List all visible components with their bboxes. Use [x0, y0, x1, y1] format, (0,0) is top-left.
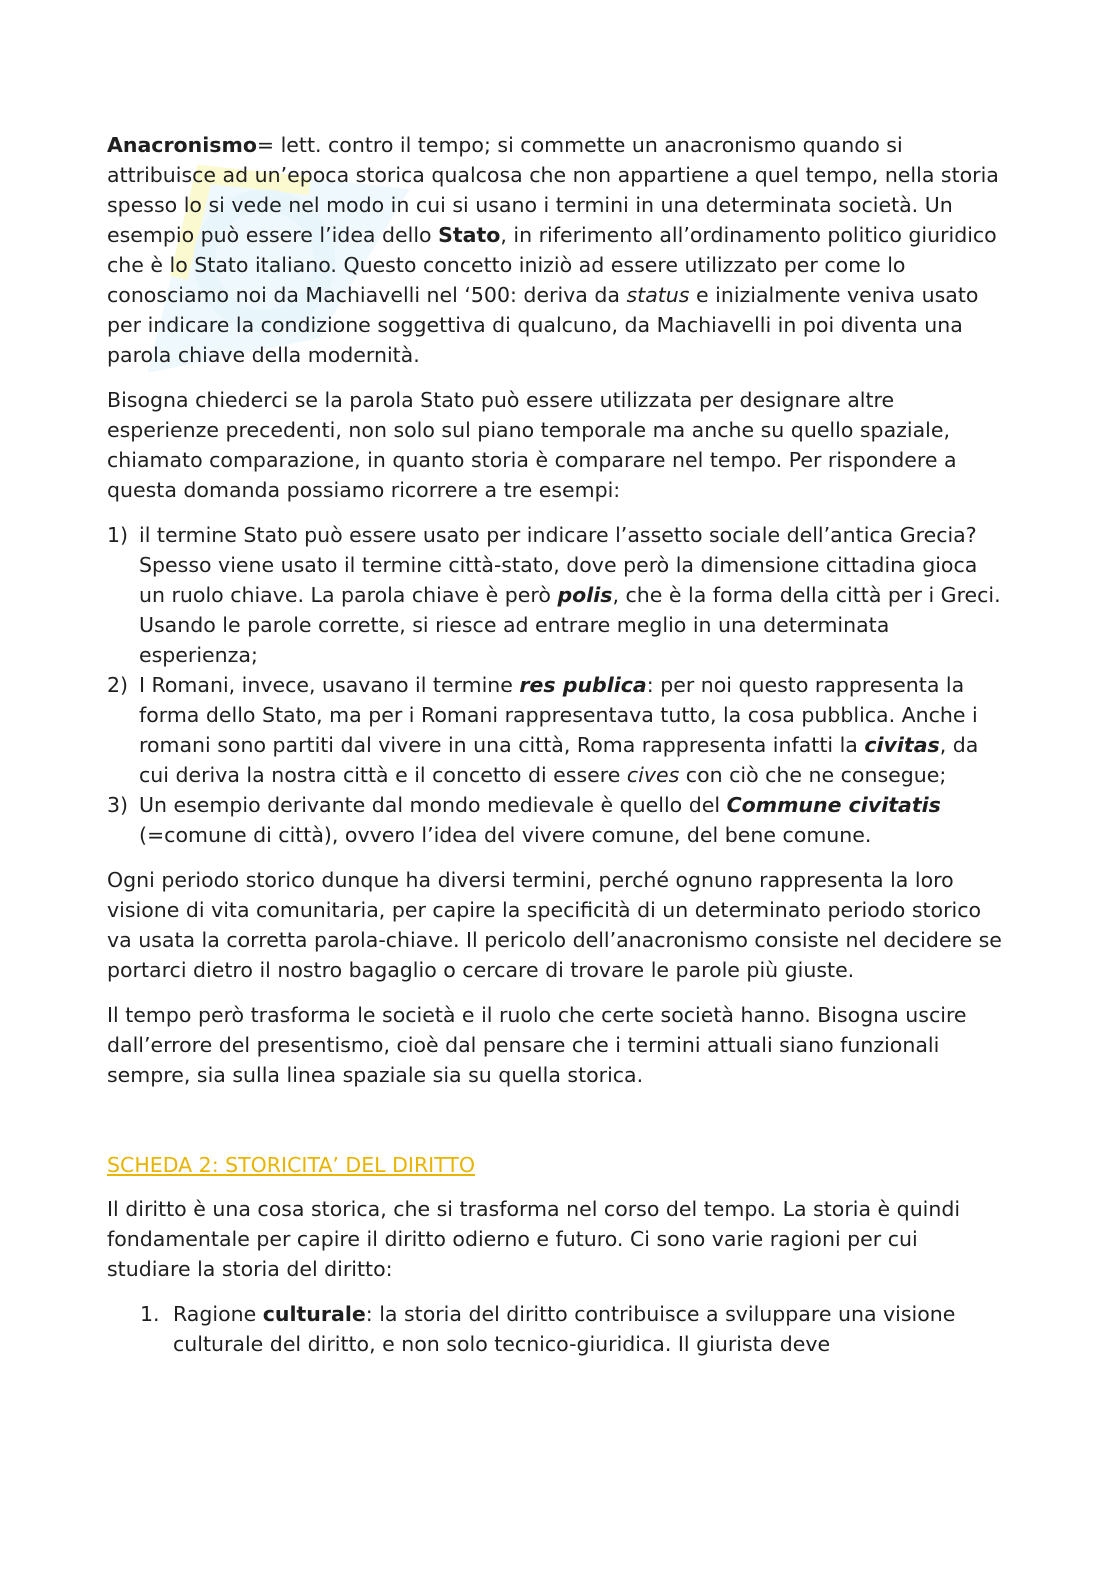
term-polis: polis: [557, 583, 613, 607]
document-page: [107, 130, 1007, 1359]
term-anacronismo: Anacronismo: [107, 133, 257, 157]
examples-list: [107, 520, 1007, 850]
paragraph-periodo-storico: Ogni periodo storico dunque ha diversi termini, perché ognuno rappresenta la loro visione di vita comunitaria, per capire la specificità di un determinato periodo storico va usata la corretta parola-chiave. Il pericolo dell’anacronismo consiste nel decidere se portarci dietro il nostro bagaglio o cercare di trovare le parole più giuste.: [107, 868, 1002, 982]
term-cives: cives: [626, 763, 680, 787]
reasons-list: [107, 1299, 1007, 1359]
term-civitas: civitas: [864, 733, 940, 757]
paragraph-presentismo: Il tempo però trasforma le società e il ruolo che certe società hanno. Bisogna uscire dall’errore del presentismo, cioè dal pensare che i termini attuali siano funzionali sempre, sia sulla linea spaziale sia su quella storica.: [107, 1003, 967, 1087]
term-res-publica: res publica: [519, 673, 647, 697]
term-commune-civitatis: Commune civitatis: [726, 793, 941, 817]
paragraph-anacronismo: Anacronismo= lett. contro il tempo; si commette un anacronismo quando si attribuisce ad un’epoca storica qualcosa che non appartiene a quel tempo, nella storia spesso lo si vede nel modo in cui si usano i termini in una determinata società. Un esempio può essere l’idea dello Stato, in riferimento all’ordinamento politico giuridico che è lo Stato italiano. Questo concetto iniziò ad essere utilizzato per come lo conosciamo noi da Machiavelli nel ‘500: deriva da status e inizialmente veniva usato per indicare la condizione soggettiva di qualcuno, da Machiavelli in poi diventa una parola chiave della modernità.: [107, 133, 999, 367]
list-item: 2) I Romani, invece, usavano il termine res publica: per noi questo rappresenta la forma dello Stato, ma per i Romani rappresentava tutto, la cosa pubblica. Anche i romani sono partiti dal vivere in una città, Roma rappresenta infatti la civitas, da cui deriva la nostra città e il concetto di essere cives con ciò che ne consegue;: [107, 673, 979, 787]
term-stato: Stato: [438, 223, 501, 247]
paragraph-storicita: Il diritto è una cosa storica, che si trasforma nel corso del tempo. La storia è quindi fondamentale per capire il diritto odierno e futuro. Ci sono varie ragioni per cui studiare la storia del diritto:: [107, 1197, 961, 1281]
section-heading: SCHEDA 2: STORICITA’ DEL DIRITTO: [107, 1153, 476, 1177]
term-status: status: [626, 283, 690, 307]
list-item: 1) il termine Stato può essere usato per indicare l’assetto sociale dell’antica Grecia? Spesso viene usato il termine città-stato, dove però la dimensione cittadina gioca un ruolo chiave. La parola chiave è però polis, che è la forma della città per i Greci. Usando le parole corrette, si riesce ad entrare meglio in una determinata esperienza;: [107, 523, 1001, 667]
paragraph-comparazione: Bisogna chiederci se la parola Stato può essere utilizzata per designare altre esperienze precedenti, non solo sul piano temporale ma anche su quello spaziale, chiamato comparazione, in quanto storia è comparare nel tempo. Per rispondere a questa domanda possiamo ricorrere a tre esempi:: [107, 388, 957, 502]
list-item: 3) Un esempio derivante dal mondo medievale è quello del Commune civitatis (=comune di città), ovvero l’idea del vivere comune, del bene comune.: [107, 793, 941, 847]
list-item: 1. Ragione culturale: la storia del diritto contribuisce a sviluppare una visione culturale del diritto, e non solo tecnico-giuridica. Il giurista deve: [140, 1302, 956, 1356]
term-culturale: culturale: [262, 1302, 366, 1326]
